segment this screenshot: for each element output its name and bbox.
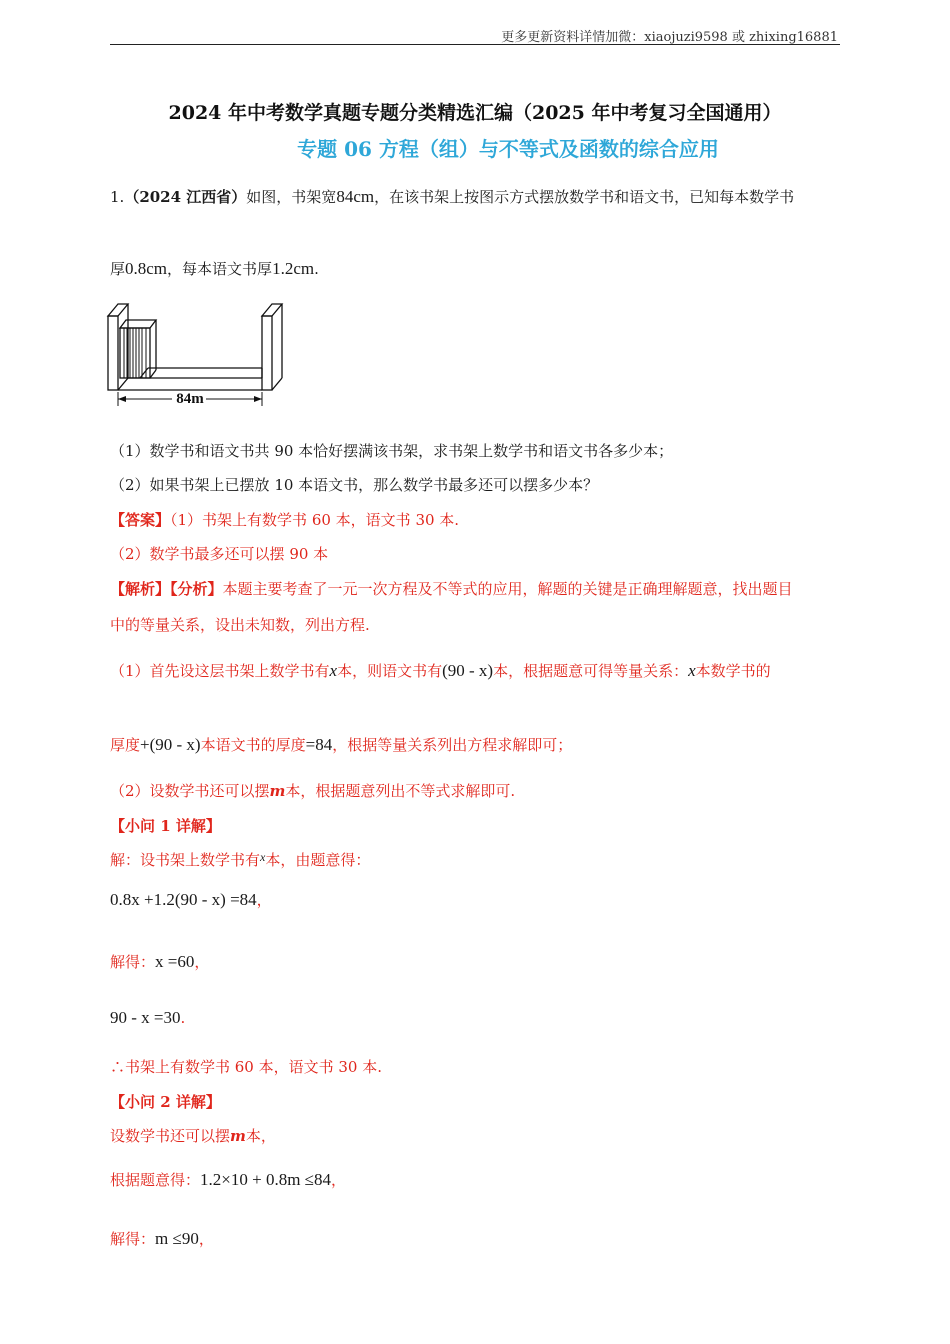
analysis-part2 xyxy=(110,780,515,801)
solution2-result xyxy=(110,1228,214,1249)
inequality-label: 根据题意得： xyxy=(110,1171,201,1189)
analysis-part1-e: 厚度 xyxy=(110,736,141,754)
expr-90-minus-x: (90 - x) xyxy=(442,661,494,680)
solve-x: x =60 xyxy=(155,952,195,971)
question-source: （2024 江西省） xyxy=(124,188,247,206)
solution2-tag: 【小问 2 详解】 xyxy=(110,1093,221,1111)
solve-label: 解得： xyxy=(110,953,156,971)
answer-part1: （1）书架上有数学书 60 本，语文书 30 本. xyxy=(170,511,460,529)
question-stem-line2 xyxy=(110,258,319,279)
math-book-thickness: 0.8cm xyxy=(125,259,168,278)
solution1-conclusion: ∴书架上有数学书 60 本，语文书 30 本. xyxy=(110,1058,383,1076)
solve-comma: ， xyxy=(194,953,210,971)
solution1-setup-a: 解：设书架上数学书有 xyxy=(110,851,261,869)
analysis-part1-f: 本语文书的厚度 xyxy=(200,736,306,754)
analysis-part1-g: ，根据等量关系列出方程求解即可； xyxy=(332,736,573,754)
question-number: 1. xyxy=(110,188,125,206)
equation-main: 0.8x +1.2(90 - x) =84 xyxy=(110,890,257,909)
header-contact-note: 更多更新资料详情加微：xiaojuzi9598 或 zhixing16881 xyxy=(501,30,838,45)
analysis-intro: 本题主要考查了一元一次方程及不等式的应用，解题的关键是正确理解题意，找出题目 xyxy=(222,580,793,598)
answer-part2: （2）数学书最多还可以摆 90 本 xyxy=(110,545,329,563)
result-comma: ， xyxy=(198,1230,214,1248)
analysis-part1-line1 xyxy=(110,660,771,681)
result-expr: m ≤90 xyxy=(155,1229,199,1248)
document-title: 2024 年中考数学真题专题分类精选汇编（2025 年中考复习全国通用） xyxy=(168,102,782,124)
solution2-setup-b: 本， xyxy=(245,1127,276,1145)
question-stem-line1 xyxy=(110,186,794,207)
answer-tag: 【答案】 xyxy=(110,511,171,529)
analysis-part1-d: 本数学书的 xyxy=(695,662,771,680)
inequality-comma: ， xyxy=(331,1171,347,1189)
var-x: x xyxy=(329,661,338,680)
shelf-width-value: 84cm xyxy=(336,187,375,206)
var-x-3: x xyxy=(260,850,266,864)
topic-subtitle: 专题 06 方程（组）与不等式及函数的综合应用 xyxy=(297,137,719,161)
chinese-book-thickness: 1.2cm xyxy=(272,259,315,278)
solution2-setup xyxy=(110,1125,276,1146)
stem-text-c: 厚 xyxy=(110,260,126,278)
solution1-tag: 【小问 1 详解】 xyxy=(110,817,221,835)
solution1-setup-b: 本，由题意得： xyxy=(265,851,371,869)
var-m: m xyxy=(269,782,286,800)
var-m-2: m xyxy=(230,1127,246,1145)
analysis-part1-a: （1）首先设这层书架上数学书有 xyxy=(110,662,330,680)
result-label: 解得： xyxy=(110,1230,156,1248)
analysis-part2-b: 本，根据题意列出不等式求解即可. xyxy=(285,782,516,800)
question-part2: （2）如果书架上已摆放 10 本语文书，那么数学书最多还可以摆多少本？ xyxy=(110,476,599,494)
analysis-line2: 中的等量关系，设出未知数，列出方程. xyxy=(110,616,370,634)
analysis-part2-a: （2）设数学书还可以摆 xyxy=(110,782,270,800)
analysis-line1 xyxy=(110,578,793,599)
header-divider xyxy=(110,44,840,45)
expr-plus-90-minus-x: +(90 - x) xyxy=(140,735,201,754)
stem-text-e: . xyxy=(314,260,319,278)
stem-text-b: ，在该书架上按图示方式摆放数学书和语文书，已知每本数学书 xyxy=(374,188,795,206)
bookshelf-figure xyxy=(106,302,292,408)
solution1-solve xyxy=(110,951,209,972)
stem-text-a: 如图，书架宽 xyxy=(246,188,337,206)
analysis-part1-line2 xyxy=(110,734,572,755)
expr-eq-84: =84 xyxy=(305,735,333,754)
solution1-equation xyxy=(110,889,272,910)
analysis-tag: 【解析】【分析】 xyxy=(110,580,223,598)
analysis-part1-b: 本，则语文书有 xyxy=(337,662,443,680)
stem-text-d: ，每本语文书厚 xyxy=(167,260,273,278)
solution2-inequality xyxy=(110,1169,346,1190)
solution1-setup xyxy=(110,849,370,870)
question-part1: （1）数学书和语文书共 90 本恰好摆满该书架，求书架上数学书和语文书各多少本； xyxy=(110,442,674,460)
solution2-setup-a: 设数学书还可以摆 xyxy=(110,1127,231,1145)
inequality-expr: 1.2×10 + 0.8m ≤84 xyxy=(200,1170,331,1189)
equation-comma: ， xyxy=(256,891,272,909)
chinese-count-period: . xyxy=(180,1009,186,1027)
var-x-2: x xyxy=(688,661,696,680)
figure-width-label: 84m xyxy=(176,391,204,407)
chinese-count-expr: 90 - x =30 xyxy=(110,1008,181,1027)
solution1-chinese-count xyxy=(110,1008,185,1028)
answer-line1 xyxy=(110,509,459,530)
analysis-part1-c: 本，根据题意可得等量关系： xyxy=(493,662,689,680)
